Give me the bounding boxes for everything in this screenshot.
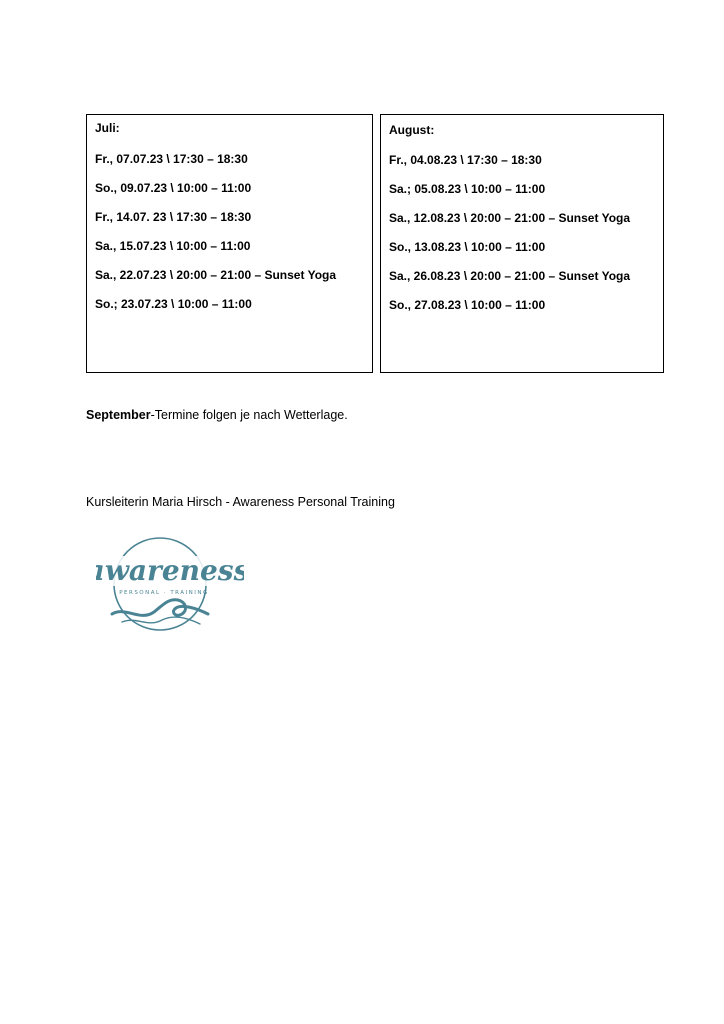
list-item: Sa., 26.08.23 \ 20:00 – 21:00 – Sunset Yoga <box>389 269 631 283</box>
trainer-line: Kursleiterin Maria Hirsch - Awareness Personal Training <box>86 495 395 509</box>
logo-wordmark: awareness <box>96 554 244 587</box>
july-schedule-box <box>86 114 373 373</box>
august-schedule-box <box>380 114 664 373</box>
list-item: Sa., 12.08.23 \ 20:00 – 21:00 – Sunset Yoga <box>389 211 631 225</box>
august-heading: August: <box>389 123 435 137</box>
september-note <box>86 408 348 422</box>
awareness-logo <box>96 536 244 642</box>
list-item: So., 09.07.23 \ 10:00 – 11:00 <box>95 181 252 195</box>
list-item: Sa., 15.07.23 \ 10:00 – 11:00 <box>95 239 251 253</box>
september-label: September <box>86 408 151 422</box>
list-item: Sa., 22.07.23 \ 20:00 – 21:00 – Sunset Yoga <box>95 268 337 282</box>
list-item: Sa.; 05.08.23 \ 10:00 – 11:00 <box>389 182 546 196</box>
list-item: Fr., 14.07. 23 \ 17:30 – 18:30 <box>95 210 252 224</box>
august-entries-list <box>389 152 630 326</box>
list-item: So., 27.08.23 \ 10:00 – 11:00 <box>389 298 546 312</box>
awareness-logo-graphic <box>96 536 244 642</box>
list-item: So.; 23.07.23 \ 10:00 – 11:00 <box>95 297 252 311</box>
list-item: So., 13.08.23 \ 10:00 – 11:00 <box>389 240 546 254</box>
september-note-text: -Termine folgen je nach Wetterlage. <box>150 408 348 422</box>
list-item: Fr., 07.07.23 \ 17:30 – 18:30 <box>95 152 248 166</box>
july-entries-list <box>95 151 336 325</box>
list-item: Fr., 04.08.23 \ 17:30 – 18:30 <box>389 153 542 167</box>
logo-tagline: PERSONAL · TRAINING <box>119 590 209 596</box>
july-heading: Juli: <box>95 121 120 135</box>
